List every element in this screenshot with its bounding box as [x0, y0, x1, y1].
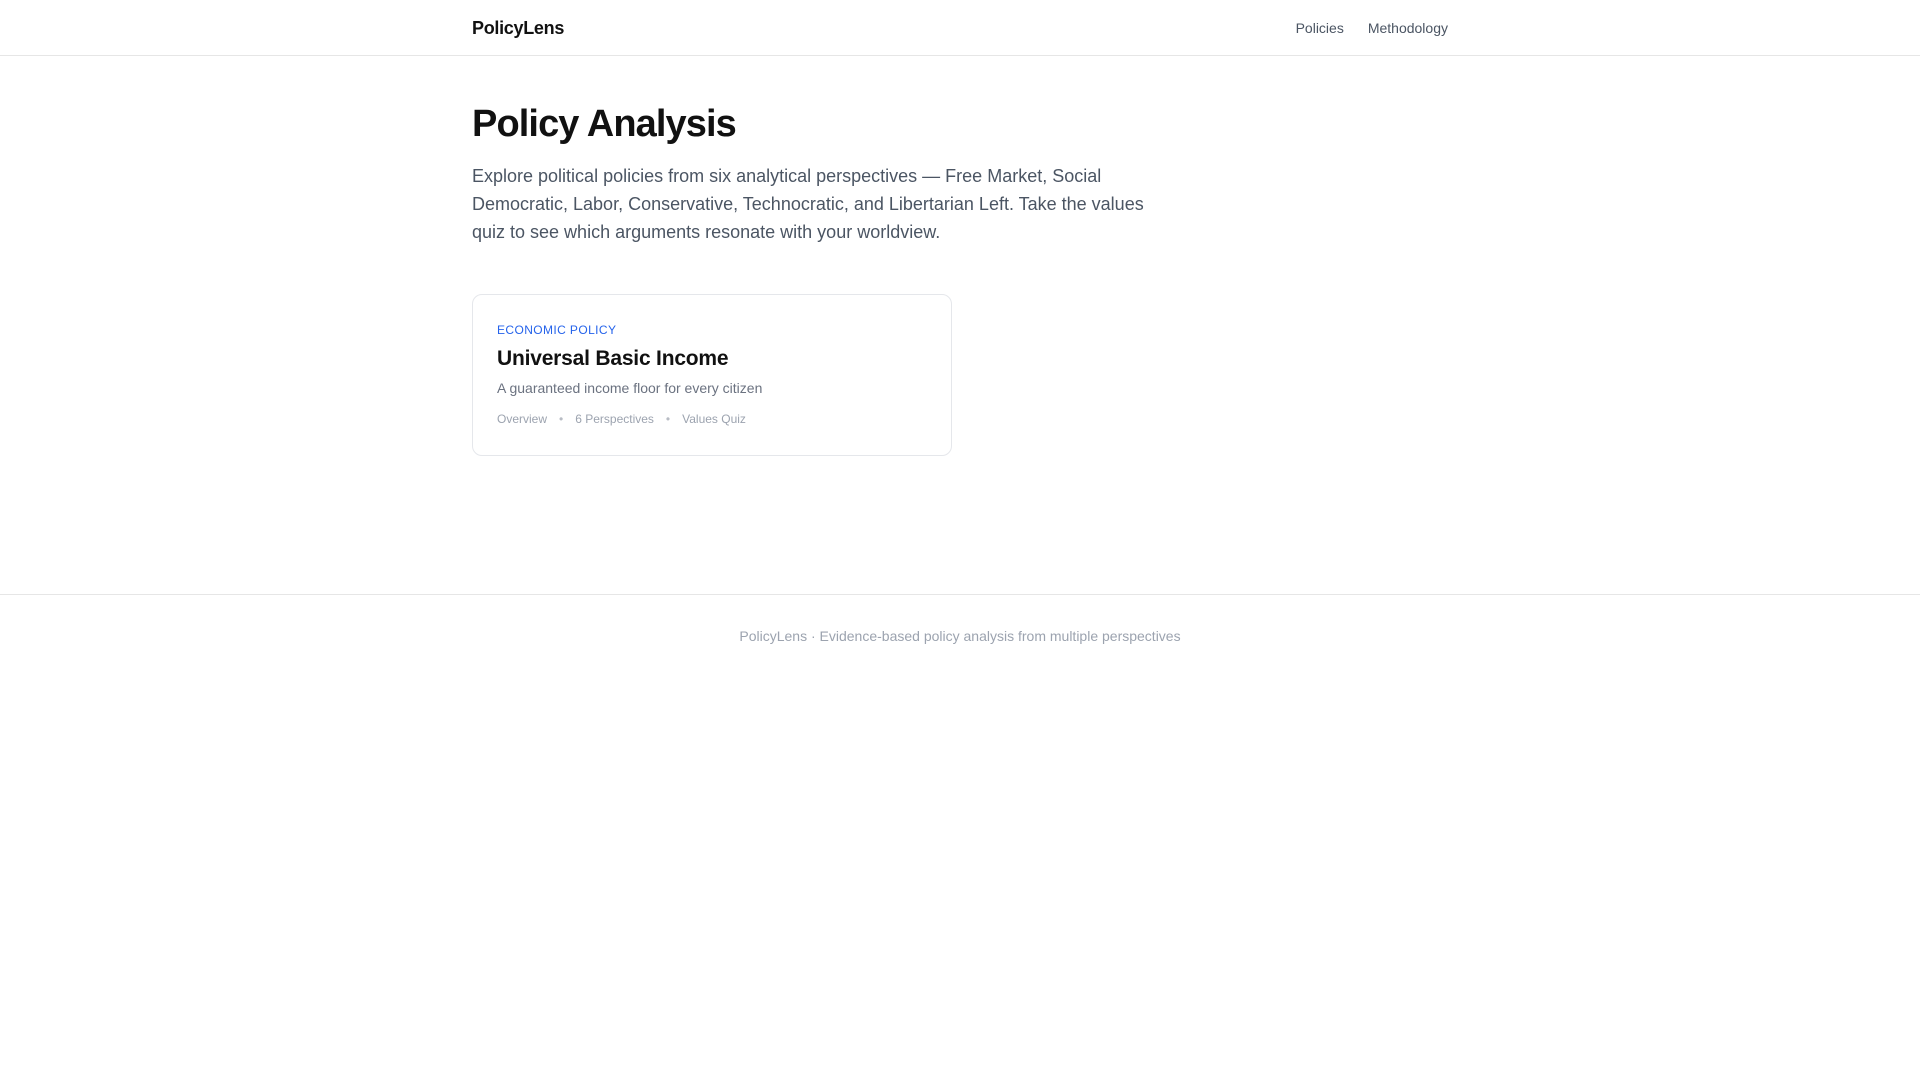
policy-card-ubi[interactable] — [472, 294, 952, 456]
top-navbar — [0, 0, 1920, 56]
page-intro: Explore political policies from six analytical perspectives — Free Market, Social Democratic, Labor, Conservative, Technocratic, and Libertarian Left. Take the values quiz to see which arguments resonate with your worldview. — [472, 165, 1144, 242]
values-quiz-link[interactable]: Values Quiz — [682, 411, 746, 426]
main-content — [472, 56, 1448, 594]
nav-link-methodology[interactable]: Methodology — [1367, 20, 1448, 36]
nav-link-policies[interactable]: Policies — [1295, 20, 1344, 36]
separator-dot: • — [665, 411, 671, 426]
footer-text: PolicyLens · Evidence-based policy analysis from multiple perspectives — [739, 628, 1181, 644]
policy-description: A guaranteed income floor for every citizen — [497, 379, 763, 396]
policy-category: ECONOMIC POLICY — [497, 322, 617, 337]
policy-title[interactable]: Universal Basic Income — [497, 346, 729, 370]
navbar-inner — [472, 0, 1448, 56]
page-title: Policy Analysis — [472, 103, 736, 145]
overview-link[interactable]: Overview — [497, 411, 548, 426]
policy-links — [497, 412, 927, 426]
brand-logo-link[interactable]: PolicyLens — [472, 17, 565, 38]
separator-dot: • — [559, 411, 564, 426]
site-footer — [0, 594, 1920, 682]
perspectives-link[interactable]: 6 Perspectives — [575, 411, 654, 426]
main-nav — [1296, 20, 1448, 36]
